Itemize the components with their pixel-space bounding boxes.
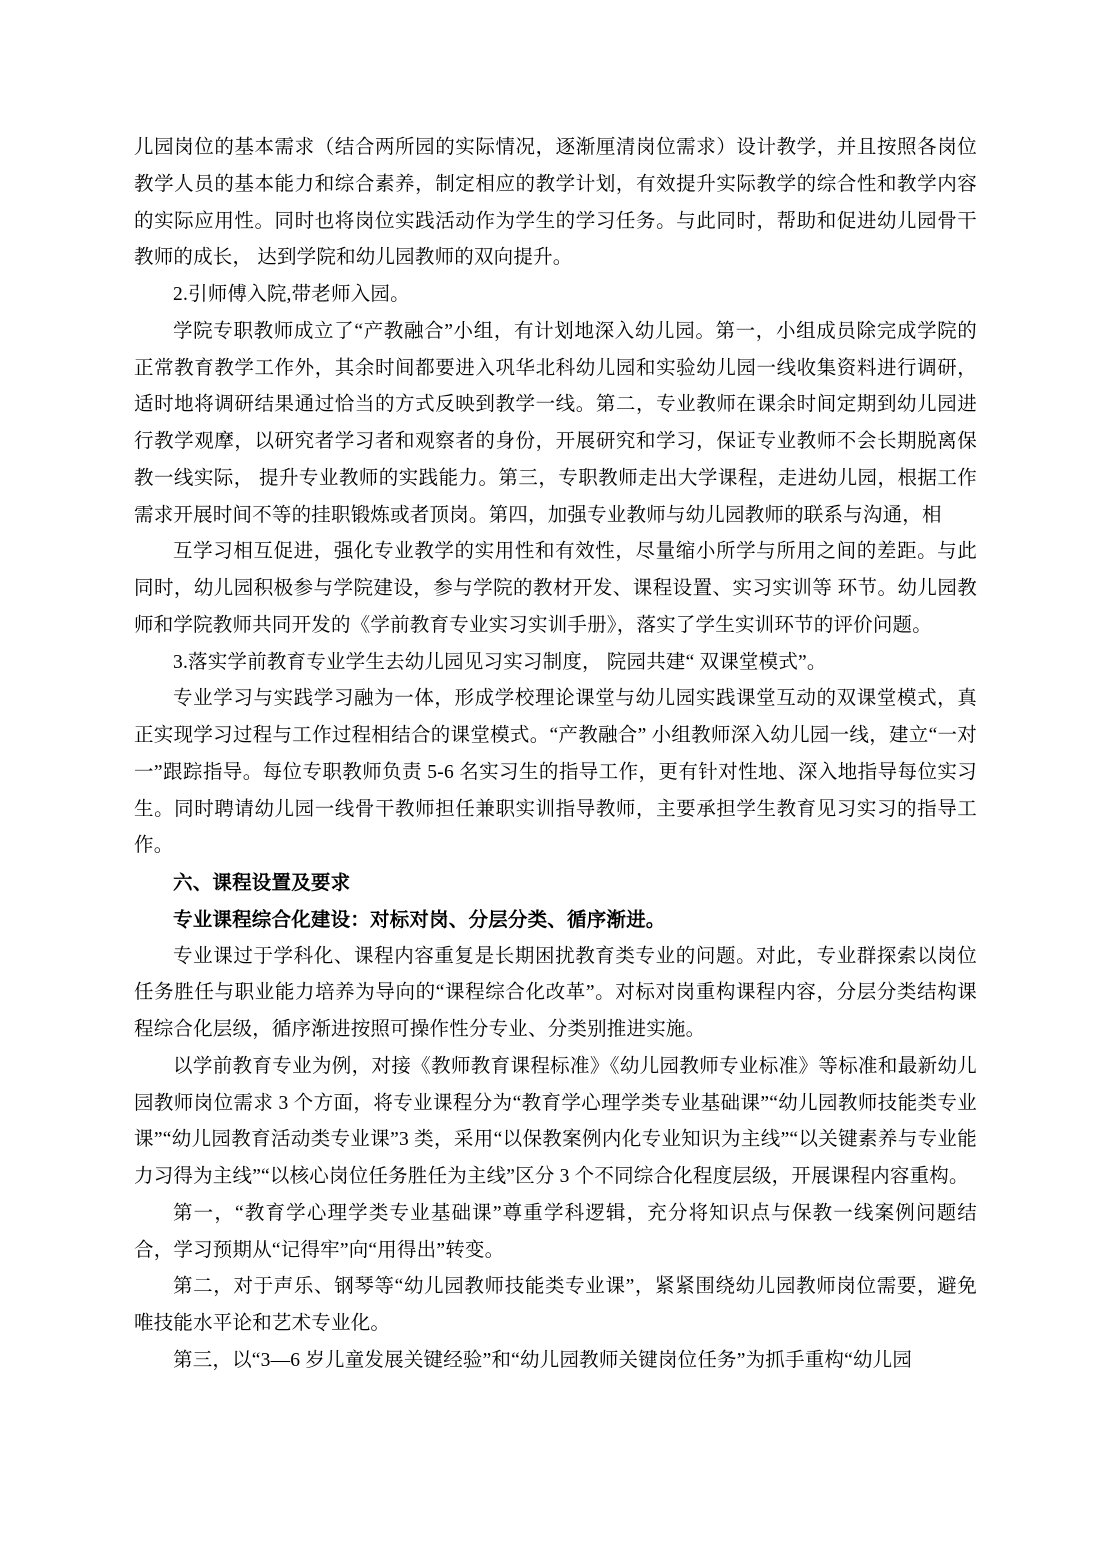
paragraph-point-three: 第三，以“3—6 岁儿童发展关键经验”和“幼儿园教师关键岗位任务”为抓手重构“幼儿园 xyxy=(173,1349,913,1371)
numbered-item-2: 2.引师傅入院,带老师入园。 xyxy=(173,284,410,305)
paragraph-curriculum-problem: 专业课过于学科化、课程内容重复是长期困扰教育类专业的问题。对此，专业群探索以岗位任务胜任与职业能力培养为导向的“课程综合化改革”。对标对岗重构课程内容，分层分类结构课程综合化层级，循序渐进按照可操作性分专业、分类别推进实施。 xyxy=(134,945,977,1040)
text-block xyxy=(134,130,977,1380)
subheading-curriculum-integration: 专业课程综合化建设：对标对岗、分层分类、循序渐进。 xyxy=(173,908,666,931)
paragraph-point-two: 第二，对于声乐、钢琴等“幼儿园教师技能类专业课”，紧紧围绕幼儿园教师岗位需要，避免唯技能水平论和艺术专业化。 xyxy=(134,1276,977,1334)
paragraph-teachers-group: 学院专职教师成立了“产教融合”小组，有计划地深入幼儿园。第一，小组成员除完成学院的正常教育教学工作外，其余时间都要进入巩华北科幼儿园和实验幼儿园一线收集资料进行调研，适时地将调研结果通过恰当的方式反映到教学一线。第二，专业教师在课余时间定期到幼儿园进行教学观摩，以研究者学习者和观察者的身份，开展研究和学习，保证专业教师不会长期脱离保教一线实际， 提升专业教师的实践能力。第三，专职教师走出大学课程，走进幼儿园，根据工作需求开展时间不等的挂职锻炼或者顶岗。第四，加强专业教师与幼儿园教师的联系与沟通，相 xyxy=(134,320,977,526)
paragraph-preschool-example: 以学前教育专业为例，对接《教师教育课程标准》《幼儿园教师专业标准》等标准和最新幼儿园教师岗位需求 3 个方面，将专业课程分为“教育学心理学类专业基础课”“幼儿园教师技能类专业课”“幼儿园教育活动类专业课”3 类，采用“以保教案例内化专业知识为主线”“以关键素养与专业能力习得为主线”“以核心岗位任务胜任为主线”区分 3 个不同综合化程度层级，开展课程内容重构。 xyxy=(134,1055,977,1187)
paragraph-point-one: 第一，“教育学心理学类专业基础课”尊重学科逻辑，充分将知识点与保教一线案例问题结合，学习预期从“记得牢”向“用得出”转变。 xyxy=(134,1202,977,1261)
numbered-item-3: 3.落实学前教育专业学生去幼儿园见习实习制度， 院园共建“ 双课堂模式”。 xyxy=(173,651,827,673)
paragraph-mutual-learning: 互学习相互促进，强化专业教学的实用性和有效性，尽量缩小所学与所用之间的差距。与此同时，幼儿园积极参与学院建设，参与学院的教材开发、课程设置、实习实训等 环节。幼儿园教师和学院教师共同开发的《学前教育专业实习实训手册》，落实了学生实训环节的评价问题。 xyxy=(134,541,977,636)
section-heading-6: 六、课程设置及要求 xyxy=(173,872,351,894)
paragraph-dual-classroom: 专业学习与实践学习融为一体，形成学校理论课堂与幼儿园实践课堂互动的双课堂模式，真正实现学习过程与工作过程相结合的课堂模式。“产教融合” 小组教师深入幼儿园一线，建立“一对一”跟踪指导。每位专职教师负责 5-6 名实习生的指导工作，更有针对性地、深入地指导每位实习生。同时聘请幼儿园一线骨干教师担任兼职实训指导教师，主要承担学生教育见习实习的指导工作。 xyxy=(134,688,977,857)
paragraph-continuation: 儿园岗位的基本需求（结合两所园的实际情况，逐渐厘清岗位需求）设计教学，并且按照各岗位教学人员的基本能力和综合素养，制定相应的教学计划，有效提升实际教学的综合性和教学内容的实际应用性。同时也将岗位实践活动作为学生的学习任务。与此同时，帮助和促进幼儿园骨干教师的成长， 达到学院和幼儿园教师的双向提升。 xyxy=(134,137,977,269)
